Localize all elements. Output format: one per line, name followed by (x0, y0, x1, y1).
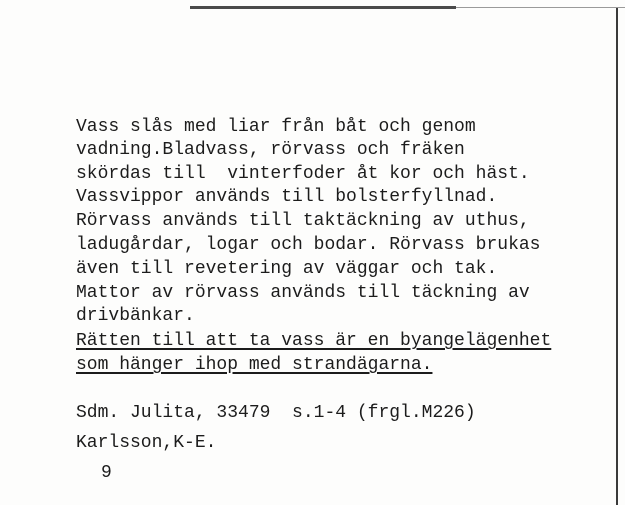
body-line: Vassvippor används till bolsterfyllnad. (76, 187, 498, 207)
body-line: Vass slås med liar från båt och genom (76, 117, 476, 137)
underlined-line: Rätten till att ta vass är en byangelägenhet (76, 331, 552, 351)
source-reference: Sdm. Julita, 33479 s.1-4 (frgl.M226) (76, 403, 476, 423)
top-border-line (190, 6, 456, 9)
informant-name: Karlsson,K-E. (76, 433, 217, 453)
body-line: ladugårdar, logar och bodar. Rörvass brukas (76, 235, 541, 255)
body-line: drivbänkar. (76, 306, 195, 326)
right-border-line (616, 8, 618, 505)
top-border-line-thin (456, 7, 625, 8)
body-line: Mattor av rörvass används till täckning av (76, 283, 530, 303)
body-line: även till revetering av väggar och tak. (76, 259, 498, 279)
card-number: 9 (101, 463, 112, 483)
underlined-line: som hänger ihop med strandägarna. (76, 355, 433, 375)
body-line: Rörvass används till taktäckning av uthus, (76, 211, 530, 231)
body-line: skördas till vinterfoder åt kor och häst. (76, 164, 530, 184)
body-line: vadning.Bladvass, rörvass och fräken (76, 140, 465, 160)
